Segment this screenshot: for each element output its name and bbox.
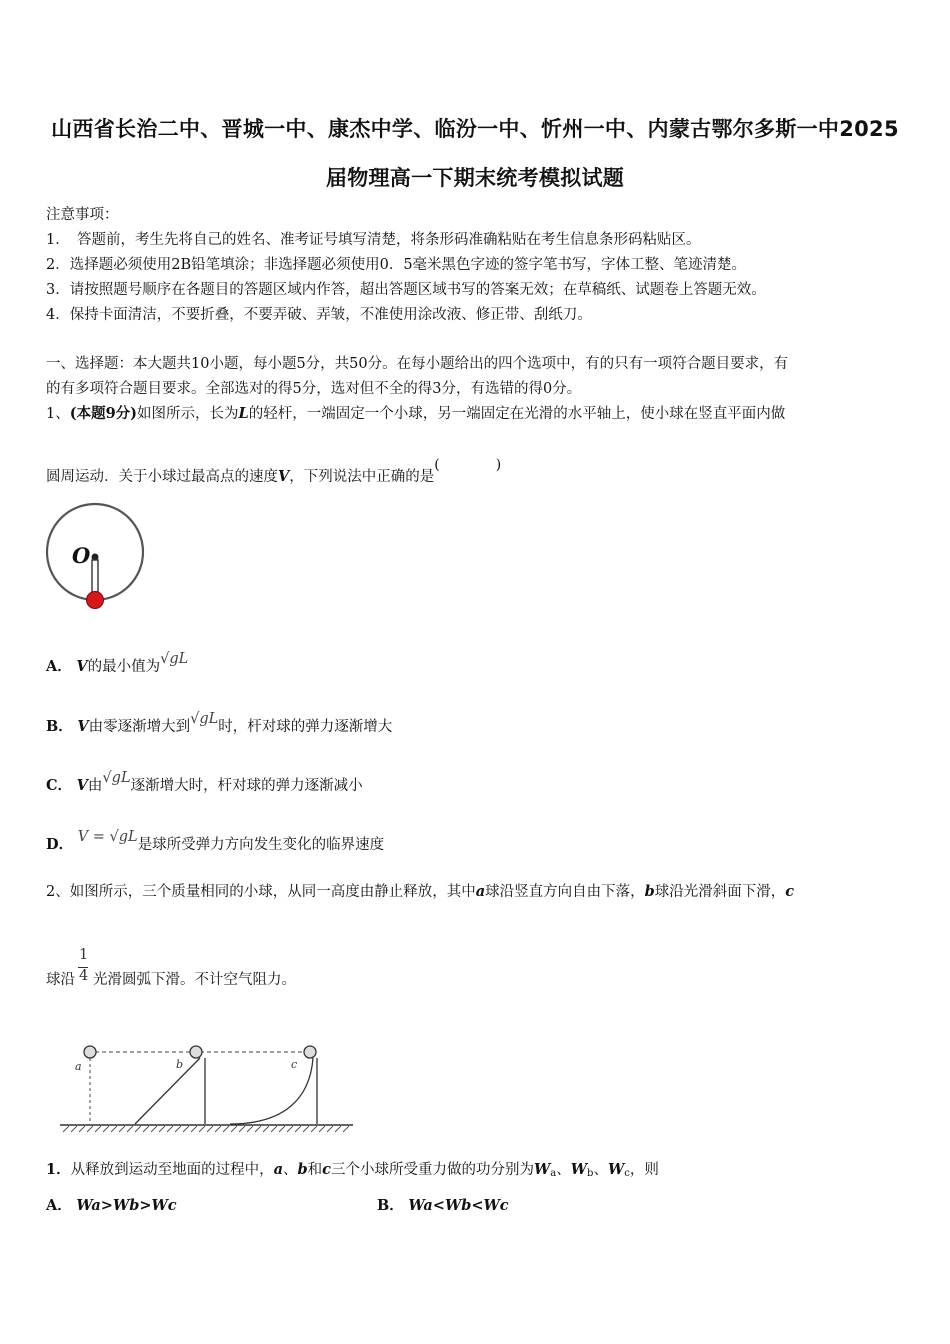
option-A-math: √gL — [160, 651, 189, 667]
question-1-line-2-text-b: ，下列说法中正确的是 — [289, 469, 435, 485]
ball-b — [190, 1046, 202, 1058]
question-1-number: 1、 — [46, 406, 70, 422]
variable-b: b — [644, 883, 655, 900]
section-intro-line-1: 一、选择题：本大题共10小题，每小题5分，共50分。在每小题给出的四个选项中，有的只有一项符合题目要求，有 — [46, 356, 789, 372]
notice-item-1: 1． 答题前，考生先将自己的姓名、准考证号填写清楚，将条形码准确粘贴在考生信息条形码粘贴区。 — [46, 232, 701, 248]
path-c-arc — [230, 1058, 313, 1124]
question-2-text-a: 如图所示，三个质量相同的小球，从同一高度由静止释放，其中 — [69, 884, 476, 900]
question-2-line-2-text-a: 球沿 — [46, 972, 75, 988]
sub-option-A-label: A． — [46, 1197, 72, 1214]
sub-option-A[interactable] — [46, 1194, 177, 1215]
variable-a: a — [475, 883, 486, 900]
sub-question-1-text-c: ，则 — [629, 1162, 659, 1178]
option-D-math: V = √gL — [77, 829, 138, 845]
option-D[interactable] — [46, 829, 385, 854]
option-B-math: √gL — [190, 711, 219, 727]
label-c: c — [291, 1058, 298, 1071]
question-1-line-2-text-a: 圆周运动．关于小球过最高点的速度 — [46, 469, 278, 485]
answer-bracket: ( ) — [434, 457, 502, 473]
option-B-var: V — [77, 718, 89, 735]
question-2-line-1 — [46, 880, 794, 901]
option-A-text: 的最小值为 — [87, 659, 161, 675]
variable-L: L — [238, 405, 249, 422]
option-C-text-a: 由 — [87, 778, 103, 794]
label-a: a — [75, 1060, 82, 1073]
page-title-line-1: 山西省长治二中、晋城一中、康杰中学、临汾一中、忻州一中、内蒙古鄂尔多斯一中2025 — [51, 117, 899, 141]
question-2-number: 2、 — [46, 884, 70, 900]
ground-hatching — [63, 1126, 349, 1132]
option-A-label: A． — [46, 658, 72, 675]
option-A[interactable] — [46, 651, 189, 676]
label-O: O — [72, 543, 91, 568]
sub-var-b: b — [297, 1161, 308, 1178]
option-C-math: √gL — [102, 770, 131, 786]
option-A-var: V — [76, 658, 88, 675]
option-C-label: C． — [46, 777, 73, 794]
option-B[interactable] — [46, 711, 393, 736]
label-b: b — [176, 1058, 184, 1071]
question-1-score: (本题9分) — [69, 405, 138, 422]
notice-heading: 注意事项： — [46, 207, 119, 223]
option-C-var: V — [76, 777, 88, 794]
question-1-text-b: 的轻杆，一端固定一个小球，另一端固定在光滑的水平轴上，使小球在竖直平面内做 — [248, 406, 786, 422]
sub-option-B[interactable] — [377, 1194, 509, 1215]
sub-var-c: c — [322, 1161, 331, 1178]
question-1-text-a: 如图所示，长为 — [137, 406, 239, 422]
ball-c — [304, 1046, 316, 1058]
notice-item-3: 3．请按照题号顺序在各题目的答题区域内作答，超出答题区域书写的答案无效；在草稿纸、试题卷上答题无效。 — [46, 282, 766, 298]
question-2-line-2 — [46, 947, 296, 989]
section-intro-line-2: 的有多项符合题目要求。全部选对的得5分，选对但不全的得3分，有选错的得0分。 — [46, 381, 582, 397]
option-B-label: B． — [46, 718, 73, 735]
option-D-text: 是球所受弹力方向发生变化的临界速度 — [137, 837, 385, 853]
path-b-incline — [135, 1058, 200, 1124]
ball-red — [87, 592, 104, 609]
notice-item-2: 2．选择题必须使用2B铅笔填涂；非选择题必须使用0．5毫米黑色字迹的签字笔书写，字体工整、笔迹清楚。 — [46, 257, 747, 273]
option-C-text-b: 逐渐增大时，杆对球的弹力逐渐减小 — [130, 778, 363, 794]
fraction-quarter — [77, 947, 91, 987]
page-title-line-2: 届物理高一下期末统考模拟试题 — [325, 166, 625, 190]
option-B-text-a: 由零逐渐增大到 — [88, 719, 191, 735]
sub-option-B-label: B． — [377, 1197, 404, 1214]
sub-question-1-text-b: 三个小球所受重力做的功分别为 — [330, 1162, 534, 1178]
sub-question-1-text-a: 从释放到运动至地面的过程中， — [70, 1162, 274, 1178]
sub-question-1: 1．从释放到运动至地面的过程中，a、b和c三个小球所受重力做的功分别为$W_a$、$W_b$、$W_c$，则 — [46, 1161, 659, 1179]
question-2-text-c: 球沿光滑斜面下滑， — [654, 884, 786, 900]
option-B-text-b: 时，杆对球的弹力逐渐增大 — [218, 719, 393, 735]
figure-1-circle-rod — [40, 500, 152, 618]
option-C[interactable] — [46, 770, 363, 795]
variable-V: V — [278, 468, 290, 485]
question-2-line-2-text-b: 光滑圆弧下滑。不计空气阻力。 — [93, 972, 296, 988]
question-1-line-2 — [46, 457, 502, 486]
ball-a — [84, 1046, 96, 1058]
fraction-denominator: 4 — [79, 968, 89, 984]
notice-item-4: 4．保持卡面清洁，不要折叠，不要弄破、弄皱，不准使用涂改液、修正带、刮纸刀。 — [46, 307, 592, 323]
fraction-numerator: 1 — [79, 947, 89, 963]
sub-var-a: a — [273, 1161, 283, 1178]
question-1-line-1 — [46, 402, 785, 423]
figure-2-three-paths — [55, 1038, 360, 1138]
sub-question-1-number: 1． — [46, 1161, 71, 1178]
question-2-text-b: 球沿竖直方向自由下落， — [485, 884, 645, 900]
sub-option-A-text: Wa>Wb>Wc — [76, 1197, 177, 1214]
sub-option-B-text: Wa<Wb<Wc — [408, 1197, 509, 1214]
variable-c: c — [785, 883, 795, 900]
option-D-label: D． — [46, 836, 74, 853]
